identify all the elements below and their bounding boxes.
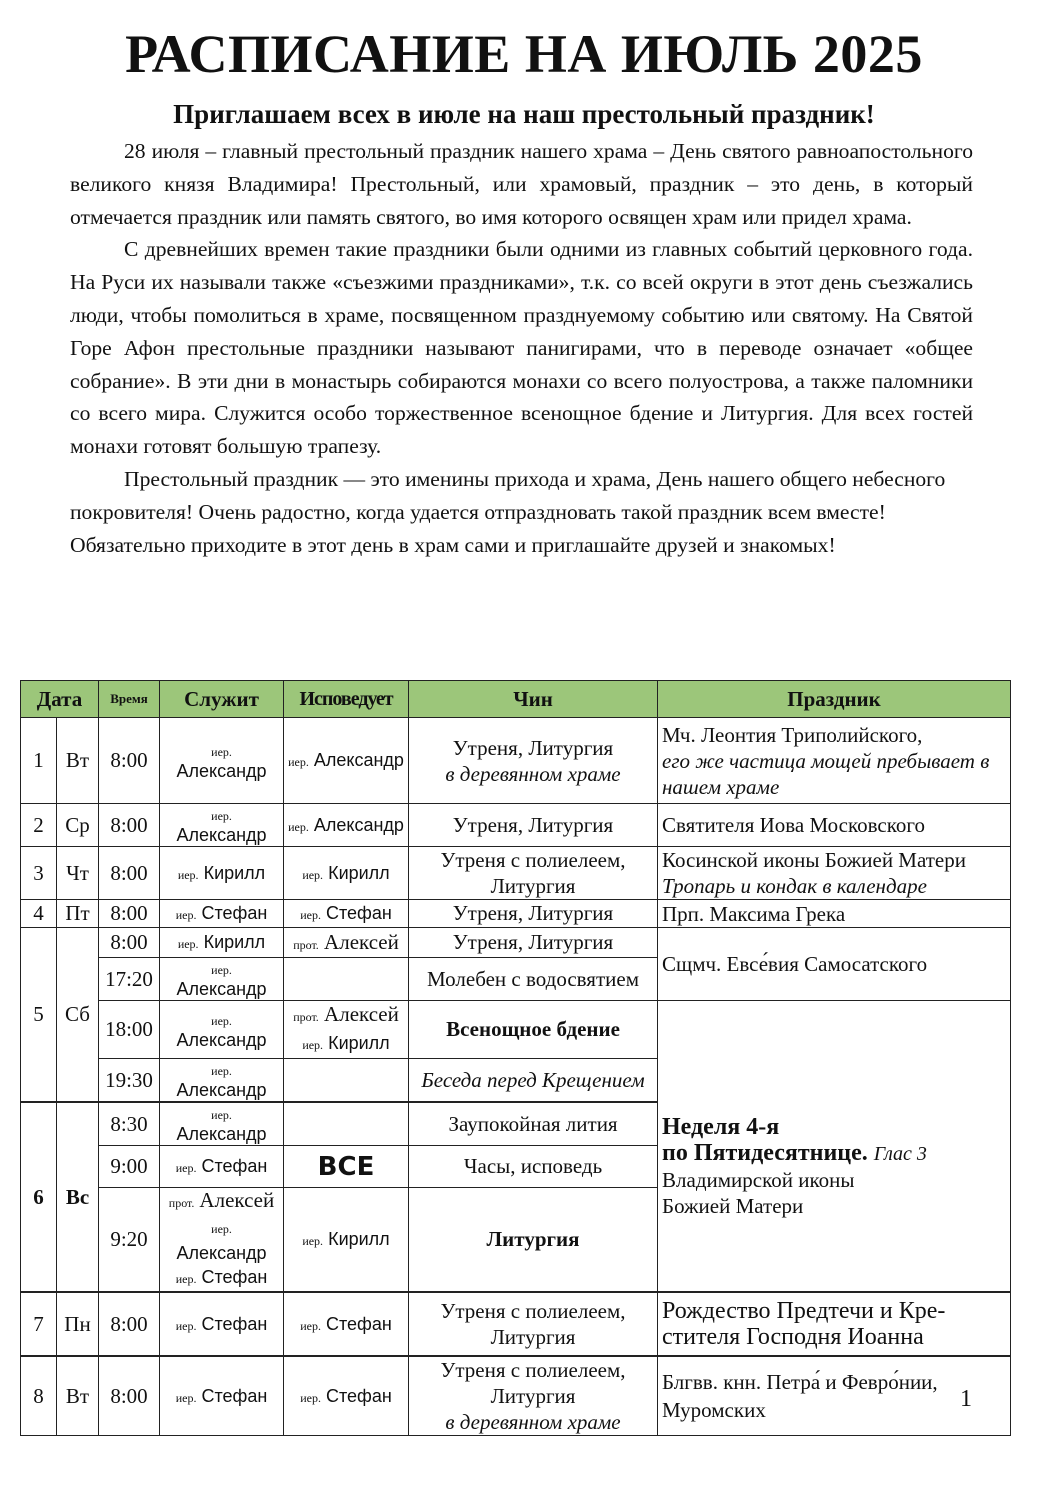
schedule-table (20, 680, 1011, 1436)
cell-time: 9:00 (99, 1146, 160, 1188)
cell-rite: Утреня, Литургия в деревянном храме (409, 718, 658, 804)
cell-rite: Утреня, Литургия (409, 804, 658, 847)
table-row (21, 1292, 1011, 1356)
cell-rite: Беседа перед Крещением (409, 1059, 658, 1103)
cell-day: 6 (21, 1102, 57, 1292)
cell-confesses: иер. Александр (284, 718, 409, 804)
header-serves: Служит (160, 681, 284, 718)
cell-day: 8 (21, 1356, 57, 1436)
cell-dow: Пт (57, 900, 99, 928)
cell-day: 7 (21, 1292, 57, 1356)
cell-confesses (284, 958, 409, 1001)
cell-feast: Сщмч. Евсе́вия Самосатского (658, 928, 1011, 1001)
intro-paragraph-3: Престольный праздник — это именины прихода и храма, День нашего общего небесного покровителя! Очень радостно, когда удается отпраздновать такой праздник всем вместе! Обязательно приходите в этот день в храм сами и приглашайте друзей и знакомых! (70, 466, 946, 557)
cell-feast: Рождество Предтечи и Крестителя Господня Иоанна (658, 1292, 1011, 1356)
cell-dow: Вт (57, 1356, 99, 1436)
cell-serves: иер. Александр (160, 804, 284, 847)
header-confesses: Исповедует (284, 681, 409, 718)
cell-dow: Ср (57, 804, 99, 847)
cell-serves: иер. Александр (160, 958, 284, 1001)
cell-feast: Святителя Иова Московского (658, 804, 1011, 847)
cell-feast: Косинской иконы Божией Матери Тропарь и кондак в календаре (658, 847, 1011, 900)
cell-serves: иер. Александр (160, 1102, 284, 1146)
cell-time: 8:00 (99, 804, 160, 847)
cell-serves: прот. Алексей иер. Александр иер. Стефан (160, 1188, 284, 1293)
cell-day: 1 (21, 718, 57, 804)
cell-serves: иер. Александр (160, 1059, 284, 1103)
cell-feast: Блгвв. кнн. Петра́ и Февро́нии, Муромских (658, 1356, 1011, 1436)
cell-dow: Вс (57, 1102, 99, 1292)
cell-serves: иер. Стефан (160, 1292, 284, 1356)
cell-dow: Пн (57, 1292, 99, 1356)
cell-time: 8:00 (99, 928, 160, 958)
cell-serves: иер. Александр (160, 1001, 284, 1059)
cell-time: 8:00 (99, 900, 160, 928)
table-row (21, 804, 1011, 847)
cell-feast-sunday: Неделя 4-я по Пятидесятнице. Глас 3 Владимирской иконы Божией Матери (658, 1001, 1011, 1293)
cell-rite: Утреня с полиелеем, Литургия в деревянном храме (409, 1356, 658, 1436)
page-number: 1 (960, 1386, 972, 1412)
table-header-row (21, 681, 1011, 718)
cell-time: 8:00 (99, 1292, 160, 1356)
cell-serves: иер. Александр (160, 718, 284, 804)
table-row (21, 928, 1011, 958)
cell-time: 17:20 (99, 958, 160, 1001)
intro-paragraph-2: С древнейших времен такие праздники были одними из главных событий церковного года. На Руси их называли также «съезжими праздниками», т.к. со всей округи в этот день съезжались люди, чтобы помолиться в храме, посвященном празднуемому событию или святому. На Святой Горе Афон престольные праздники называют панигирами, что в переводе означает «общее собрание». В эти дни в монастырь собираются монахи со всего полуострова, а также паломники со всего мира. Служится особо торжественное всенощное бдение и Литургия. Для всех гостей монахи готовят большую трапезу. (70, 237, 973, 459)
cell-rite: Заупокойная лития (409, 1102, 658, 1146)
cell-confesses: прот. Алексей иер. Кирилл (284, 1001, 409, 1059)
header-feast: Праздник (658, 681, 1011, 718)
cell-time: 19:30 (99, 1059, 160, 1103)
table-row (21, 1356, 1011, 1436)
page-subtitle: Приглашаем всех в июле на наш престольный праздник! (173, 99, 875, 129)
cell-confesses: иер. Александр (284, 804, 409, 847)
table-row (21, 847, 1011, 900)
cell-rite: Молебен с водосвятием (409, 958, 658, 1001)
cell-confesses (284, 1102, 409, 1146)
table-row (21, 900, 1011, 928)
cell-day: 4 (21, 900, 57, 928)
cell-serves: иер. Стефан (160, 1146, 284, 1188)
cell-rite: Литургия (409, 1188, 658, 1293)
cell-serves: иер. Стефан (160, 900, 284, 928)
cell-rite: Утреня с полиелеем, Литургия (409, 847, 658, 900)
cell-time: 8:00 (99, 1356, 160, 1436)
cell-rite: Утреня, Литургия (409, 900, 658, 928)
cell-feast: Прп. Максима Грека (658, 900, 1011, 928)
cell-rite: Всенощное бдение (409, 1001, 658, 1059)
cell-dow: Вт (57, 718, 99, 804)
cell-serves: иер. Кирилл (160, 928, 284, 958)
cell-confesses: иер. Стефан (284, 1356, 409, 1436)
cell-confesses: прот. Алексей (284, 928, 409, 958)
cell-confesses: иер. Кирилл (284, 1188, 409, 1293)
cell-serves: иер. Кирилл (160, 847, 284, 900)
cell-time: 9:20 (99, 1188, 160, 1293)
cell-time: 8:00 (99, 847, 160, 900)
table-row (21, 1001, 1011, 1059)
cell-confesses: иер. Стефан (284, 900, 409, 928)
cell-feast: Мч. Леонтия Триполийского, его же частица мощей пребывает в нашем храме (658, 718, 1011, 804)
intro-text (70, 135, 973, 561)
cell-day: 2 (21, 804, 57, 847)
header-date: Дата (21, 681, 99, 718)
cell-confesses: ВСЕ (284, 1146, 409, 1188)
cell-day: 3 (21, 847, 57, 900)
header-time: Время (99, 681, 160, 718)
header-rite: Чин (409, 681, 658, 718)
cell-confesses: иер. Стефан (284, 1292, 409, 1356)
cell-time: 8:00 (99, 718, 160, 804)
cell-rite: Утреня с полиелеем, Литургия (409, 1292, 658, 1356)
table-row (21, 718, 1011, 804)
cell-day: 5 (21, 928, 57, 1103)
cell-serves: иер. Стефан (160, 1356, 284, 1436)
cell-confesses (284, 1059, 409, 1103)
intro-paragraph-1: 28 июля – главный престольный праздник нашего храма – День святого равноапостольного великого князя Владимира! Престольный, или храмовый, праздник – это день, в который отмечается праздник или память святого, во имя которого освящен храм или придел храма. (70, 139, 973, 229)
cell-rite: Часы, исповедь (409, 1146, 658, 1188)
cell-dow: Сб (57, 928, 99, 1103)
cell-rite: Утреня, Литургия (409, 928, 658, 958)
cell-dow: Чт (57, 847, 99, 900)
page-title: РАСПИСАНИЕ НА ИЮЛЬ 2025 (125, 24, 923, 84)
cell-time: 18:00 (99, 1001, 160, 1059)
cell-confesses: иер. Кирилл (284, 847, 409, 900)
cell-time: 8:30 (99, 1102, 160, 1146)
